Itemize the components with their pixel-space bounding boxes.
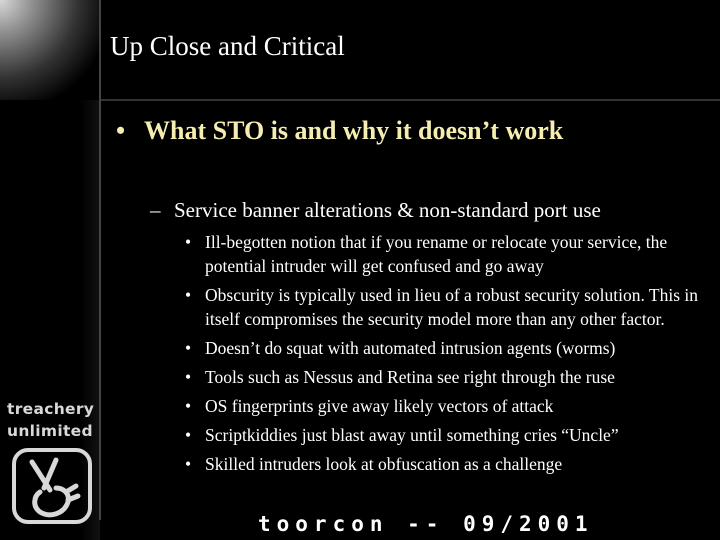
slide-subheading: Service banner alterations & non-standard port use	[174, 198, 601, 222]
list-item	[183, 230, 713, 278]
bullet-dot: •	[185, 338, 192, 358]
list-item-text: OS fingerprints give away likely vectors of attack	[205, 396, 554, 416]
bullet-dot: •	[185, 425, 192, 445]
list-item-text: Obscurity is typically used in lieu of a robust security solution. This in itself compromises the security model more than any other factor.	[205, 285, 699, 329]
vertical-divider	[99, 0, 101, 520]
list-item-text: Scriptkiddies just blast away until something cries “Uncle”	[205, 425, 619, 445]
bullet-list	[183, 230, 713, 481]
crossed-fingers-icon	[10, 448, 94, 524]
list-item-text: Tools such as Nessus and Retina see right through the ruse	[205, 367, 615, 387]
subheading-dash: –	[150, 198, 161, 222]
bullet-dot: •	[185, 454, 192, 474]
corner-glow	[0, 0, 100, 100]
list-item-text: Skilled intruders look at obfuscation as a challenge	[205, 454, 563, 474]
list-item	[183, 394, 713, 418]
slide-title: Up Close and Critical	[110, 31, 345, 61]
logo-text-line1: treachery	[7, 400, 95, 418]
list-item	[183, 336, 713, 360]
list-item	[183, 423, 713, 447]
list-item	[183, 452, 713, 476]
bullet-dot: •	[185, 367, 192, 387]
horizontal-divider	[101, 99, 720, 101]
slide-heading: What STO is and why it doesn’t work	[144, 116, 564, 145]
bullet-dot: •	[185, 396, 192, 416]
list-item	[183, 283, 713, 331]
heading-bullet: •	[116, 116, 126, 145]
bullet-dot: •	[185, 285, 192, 305]
list-item-text: Ill-begotten notion that if you rename or relocate your service, the potential intruder will get confused and go away	[205, 232, 668, 276]
list-item	[183, 365, 713, 389]
list-item-text: Doesn’t do squat with automated intrusion agents (worms)	[205, 338, 616, 358]
slide-footer: toorcon -- 09/2001	[258, 512, 594, 536]
bullet-dot: •	[185, 232, 192, 252]
logo-text-line2: unlimited	[7, 422, 93, 440]
